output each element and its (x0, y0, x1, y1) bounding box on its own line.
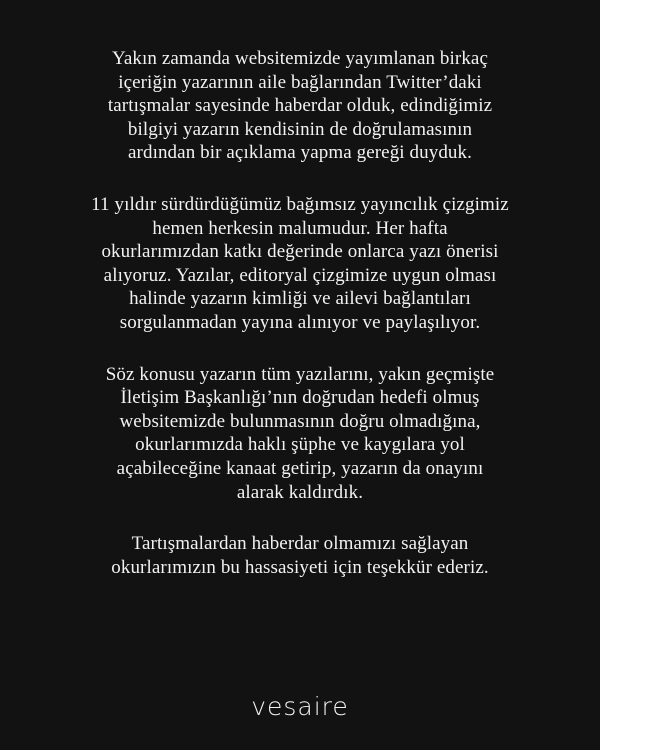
paragraph-line: okurlarımızda haklı şüphe ve kaygılara yol (135, 434, 465, 456)
paragraph-line: içeriğin yazarının aile bağlarından Twitter’daki (118, 71, 482, 93)
paragraph-line: tartışmalar sayesinde haberdar olduk, edindiğimiz (107, 95, 493, 117)
vesaire-logo: vesaire (251, 692, 349, 721)
paragraph-line: websitemizde bulunmasının doğru olmadığına, (119, 410, 481, 432)
paragraph-line: sorgulanmadan yayına alınıyor ve paylaşılıyor. (119, 311, 481, 333)
paragraph-line: İletişim Başkanlığı’nın doğrudan hedefi olmuş (120, 387, 480, 409)
statement-body (0, 47, 600, 607)
paragraph-line: 11 yıldır sürdürdüğümüz bağımsız yayıncılık çizgimiz (91, 193, 509, 215)
paragraph-line: hemen herkesin malumudur. Her hafta (152, 217, 448, 239)
paragraph-line: alarak kaldırdık. (236, 481, 364, 503)
paragraph-4 (0, 532, 600, 579)
paragraph-line: halinde yazarın kimliği ve ailevi bağlantıları (129, 288, 471, 310)
paragraph-line: alıyoruz. Yazılar, editoryal çizgimize uygun olması (103, 264, 497, 286)
paragraph-line: okurlarımızdan katkı değerinde onlarca yazı önerisi (101, 241, 499, 263)
paragraph-line: Yakın zamanda websitemizde yayımlanan birkaç (111, 48, 488, 69)
paragraph-line: ardından bir açıklama yapma gereği duyduk. (128, 142, 472, 164)
paragraph-line: bilgiyi yazarın kendisinin de doğrulamasının (127, 118, 473, 140)
paragraph-line: Tartışmalardan haberdar olmamızı sağlayan (131, 533, 469, 555)
paragraph-2 (0, 193, 600, 335)
paragraph-line: açabileceğine kanaat getirip, yazarın da onayını (116, 457, 484, 479)
paragraph-line: Söz konusu yazarın tüm yazılarını, yakın geçmişte (105, 363, 495, 385)
paragraph-3 (0, 363, 600, 505)
paragraph-1 (0, 47, 600, 165)
paragraph-line: okurlarımızın bu hassasiyeti için teşekkür ederiz. (111, 556, 489, 578)
